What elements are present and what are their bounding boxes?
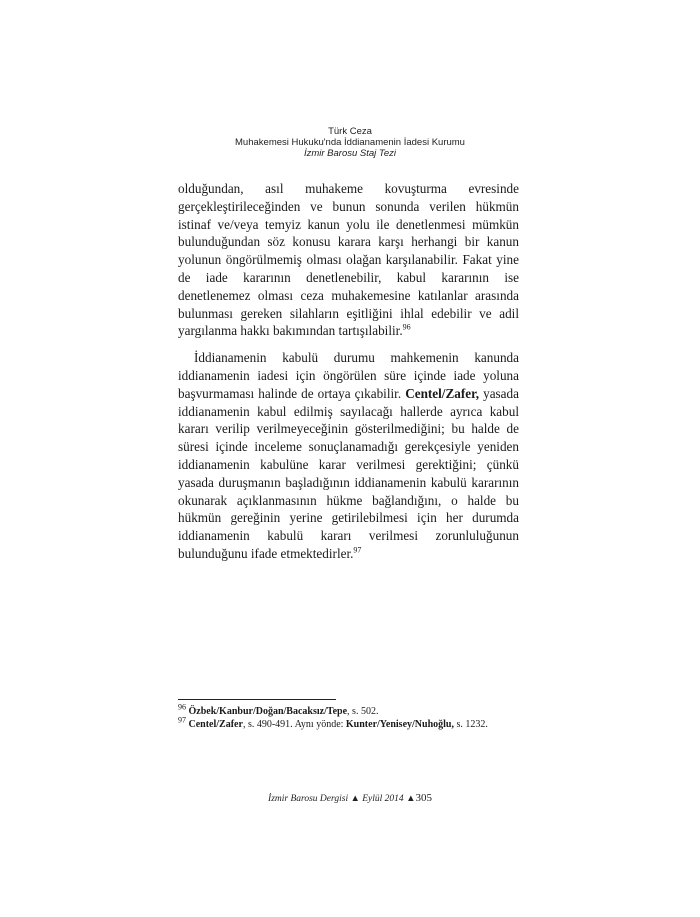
paragraph-2-text-b: yasada iddianamenin kabul edilmiş sayılacağı hallerde ayrıca kabul kararı verilip verilmeyeceğinin gösterilmediğini; bu halde de süresi içinde inceleme sonuçlanamadığı gerekçesiyle yeniden iddianamenin kabulüne karar verilmesi gerektiğini; çünkü yasada duruşmanın başladığının iddianamenin kabulü kararının okunarak açıklanmasının hükme bağlandığını, o halde bu hükmün gereğinin yerine getirilebilmesi için her durumda iddianamenin kabulü kararı verilmesi zorunluluğunun bulunduğunu ifade etmektedirler. — [178, 385, 519, 561]
paragraph-2-text-a: İddianamenin kabulü durumu mahkemenin kanunda iddianamenin iadesi için öngörülen süre içinde iade yoluna başvurmaması halinde de ortaya çıkabilir. — [178, 350, 519, 401]
footer-date: Eylül 2014 — [362, 794, 404, 804]
paragraph-2-author: Centel/Zafer, — [405, 385, 480, 401]
footnote-97-number: 97 — [178, 715, 186, 725]
paragraph-1-text: olduğundan, asıl muhakeme kovuşturma evresinde gerçekleştirileceğinden ve bunun sonunda verilen hükmün istinaf ve/veya temyiz kanun yolu ile denetlenmesi mümkün bulunduğundan söz konusu karara karşı herhangi bir kanun yolunun öngörülmemiş olması olağan karşılanabilir. Fakat yine de iade kararının denetlenebilir, kabul kararının ise denetlenemez olması ceza muhakemesine katılanlar arasında bulunması gereken silahların eşitliğini ihlal edebilir ve adil yargılanma hakkı bakımından tartışılabilir. — [178, 181, 519, 339]
page-number: 305 — [415, 792, 432, 804]
header-line-3: İzmir Barosu Staj Tezi — [303, 148, 397, 159]
footnote-96-number: 96 — [178, 702, 186, 712]
header-line-1: Türk Ceza — [328, 126, 372, 137]
footnote-97-authors-1: Centel/Zafer — [188, 719, 243, 730]
running-header — [0, 126, 700, 159]
footnote-96 — [178, 702, 538, 718]
footer-separator-2: ▲ — [406, 794, 416, 804]
footnote-divider — [178, 699, 336, 700]
footnotes — [178, 702, 538, 731]
footer-separator-1: ▲ — [350, 794, 360, 804]
footer-journal: İzmir Barosu Dergisi — [268, 794, 349, 804]
paragraph-1 — [178, 180, 519, 340]
page-footer — [0, 792, 700, 804]
paragraph-2 — [178, 349, 519, 563]
footnote-97-text-mid: , s. 490-491. Aynı yönde: — [242, 719, 346, 730]
footnote-97-text-end: s. 1232. — [453, 719, 488, 730]
header-line-2: Muhakemesi Hukuku'nda İddianamenin İadesi Kurumu — [235, 137, 465, 148]
body-text — [178, 180, 519, 563]
footnote-ref-96[interactable]: 96 — [402, 322, 411, 332]
footnote-96-text: , s. 502. — [347, 706, 379, 717]
footnote-96-authors: Özbek/Kanbur/Doğan/Bacaksız/Tepe — [188, 706, 348, 717]
footnote-97-authors-2: Kunter/Yenisey/Nuhoğlu, — [345, 719, 454, 730]
footnote-97 — [178, 715, 538, 731]
footnote-ref-97[interactable]: 97 — [353, 545, 362, 555]
